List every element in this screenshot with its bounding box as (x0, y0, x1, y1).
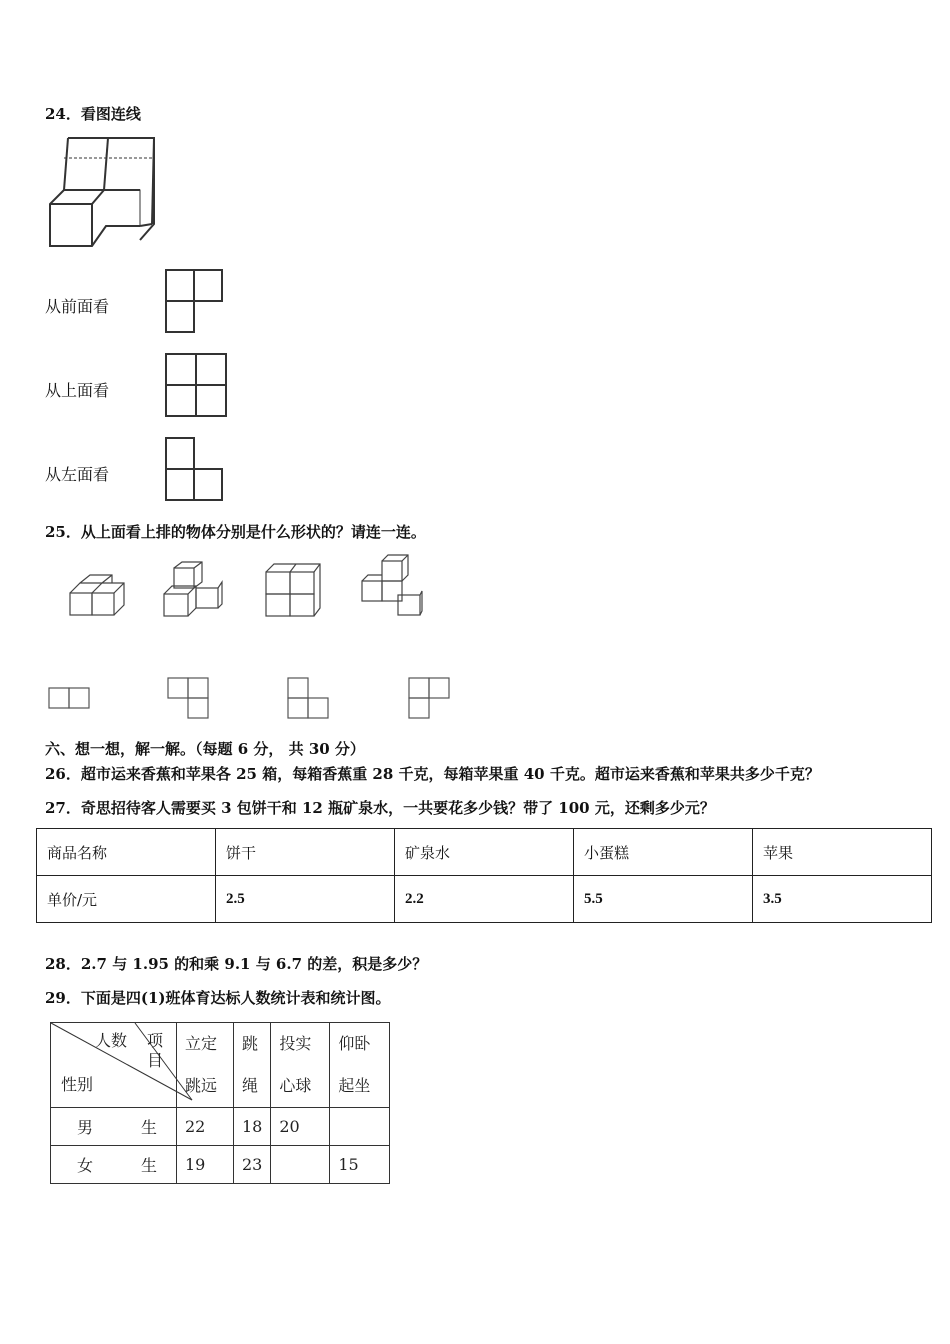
q25-title: 25．从上面看上排的物体分别是什么形状的？请连一连。 (45, 523, 426, 541)
table-cell: 22 (177, 1108, 234, 1146)
table-header-cell: 矿泉水 (395, 829, 574, 876)
row-label: 男 生 (51, 1108, 177, 1146)
corner-label-gender: 性别 (61, 1075, 94, 1094)
q25-shape-c (286, 676, 332, 720)
q29-stats-table (50, 1022, 390, 1184)
q27-price-table (36, 828, 932, 923)
table-cell (271, 1146, 330, 1184)
table-cell: 15 (330, 1146, 390, 1184)
q25-object-2 (162, 560, 224, 620)
q24-title: 24．看图连线 (45, 105, 141, 123)
table-cell: 20 (271, 1108, 330, 1146)
corner-header-cell (51, 1023, 177, 1108)
q25-object-4 (360, 553, 424, 619)
table-cell: 2.2 (395, 876, 574, 923)
q25-object-3 (264, 562, 322, 620)
column-header-line: 心球 (279, 1076, 312, 1095)
column-header (234, 1023, 271, 1108)
column-header-line: 起坐 (338, 1076, 371, 1095)
table-header-cell: 小蛋糕 (574, 829, 753, 876)
q27-title: 27．奇思招待客人需要买 3 包饼干和 12 瓶矿泉水，一共要花多少钱？带了 100 元，还剩多少元？ (45, 799, 715, 817)
table-cell (330, 1108, 390, 1146)
column-header (330, 1023, 390, 1108)
q25-shape-d (407, 676, 453, 720)
q24-cube-figure (44, 134, 159, 252)
q25-shape-b (166, 676, 212, 720)
q24-top-view-shape (164, 352, 228, 418)
table-cell: 5.5 (574, 876, 753, 923)
table-cell: 3.5 (753, 876, 932, 923)
table-cell: 19 (177, 1146, 234, 1184)
table-header-cell: 饼干 (216, 829, 395, 876)
table-cell: 单价/元 (37, 876, 216, 923)
q24-view-top-label: 从上面看 (45, 381, 110, 400)
column-header-line: 投实 (279, 1034, 312, 1053)
q25-shape-a (47, 686, 93, 710)
row-label: 女 生 (51, 1146, 177, 1184)
corner-label-count: 人数 (95, 1031, 128, 1050)
q24-left-view-shape (164, 436, 224, 502)
q29-title: 29．下面是四(1)班体育达标人数统计表和统计图。 (45, 989, 391, 1007)
table-row (51, 1146, 390, 1184)
column-header (271, 1023, 330, 1108)
corner-label-item: 项目 (147, 1031, 164, 1070)
q26-title: 26．超市运来香蕉和苹果各 25 箱，每箱香蕉重 28 千克，每箱苹果重 40 千克。超市运来香蕉和苹果共多少千克？ (45, 765, 820, 783)
q24-front-view-shape (164, 268, 224, 334)
column-header-line: 立定 (185, 1034, 218, 1053)
table-cell: 18 (234, 1108, 271, 1146)
q24-view-left-label: 从左面看 (45, 465, 110, 484)
table-cell: 23 (234, 1146, 271, 1184)
table-row (51, 1023, 390, 1108)
column-header-line: 跳 (242, 1034, 259, 1053)
table-header-cell: 商品名称 (37, 829, 216, 876)
q28-title: 28．2.7 与 1.95 的和乘 9.1 与 6.7 的差，积是多少？ (45, 955, 428, 973)
table-header-cell: 苹果 (753, 829, 932, 876)
column-header-line: 绳 (242, 1076, 259, 1095)
table-row (51, 1108, 390, 1146)
column-header-line: 仰卧 (338, 1034, 371, 1053)
column-header-line: 跳远 (185, 1076, 218, 1095)
q24-view-front-label: 从前面看 (45, 297, 110, 316)
table-row (37, 876, 932, 923)
section6-title: 六、想一想，解一解。（每题 6 分， 共 30 分） (45, 740, 365, 758)
q25-object-1 (68, 573, 124, 619)
table-row (37, 829, 932, 876)
table-cell: 2.5 (216, 876, 395, 923)
